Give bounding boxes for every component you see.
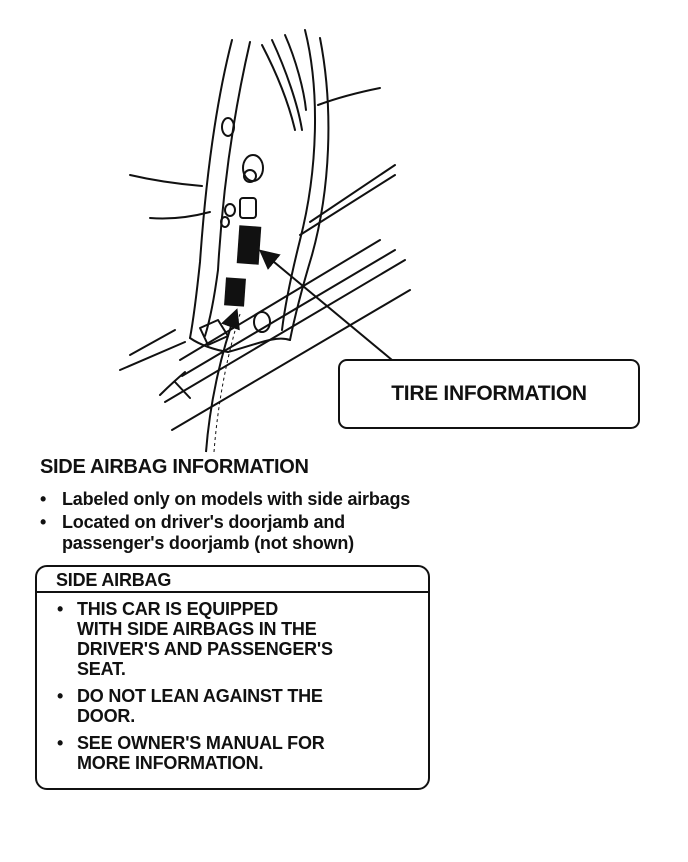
sill-line-2	[120, 342, 185, 370]
side-airbag-leader	[206, 312, 236, 452]
tire-information-callout	[338, 359, 640, 429]
bullet-icon: •	[57, 733, 64, 753]
bullet-icon: •	[40, 512, 47, 532]
side-airbag-label-title: SIDE AIRBAG	[37, 567, 428, 593]
bullet-icon: •	[57, 599, 64, 619]
side-airbag-label	[35, 565, 430, 790]
sill-line-3	[180, 240, 380, 360]
bullet-icon: •	[40, 489, 47, 509]
list-item: • THIS CAR IS EQUIPPED WITH SIDE AIRBAGS IN THE DRIVER'S AND PASSENGER'S SEAT.	[57, 599, 333, 679]
list-item: • Located on driver's doorjamb and passenger's doorjamb (not shown)	[40, 512, 354, 553]
side-airbag-information-bullets	[40, 489, 560, 554]
sill-line-4	[182, 250, 395, 376]
list-item: • SEE OWNER'S MANUAL FOR MORE INFORMATION.	[57, 733, 325, 773]
side-airbag-information-title: SIDE AIRBAG INFORMATION	[40, 456, 309, 478]
bullet-icon: •	[57, 686, 64, 706]
tire-information-leader	[262, 252, 392, 360]
side-airbag-label-items	[37, 593, 428, 773]
tire-information-label-mark	[237, 225, 262, 264]
list-item: • DO NOT LEAN AGAINST THE DOOR.	[57, 686, 323, 726]
list-item: • Labeled only on models with side airbags	[40, 489, 411, 509]
side-airbag-label-mark	[224, 277, 246, 306]
side-airbag-information	[40, 456, 560, 556]
sill-line-1	[130, 330, 175, 355]
tire-information-label: TIRE INFORMATION	[391, 382, 587, 405]
